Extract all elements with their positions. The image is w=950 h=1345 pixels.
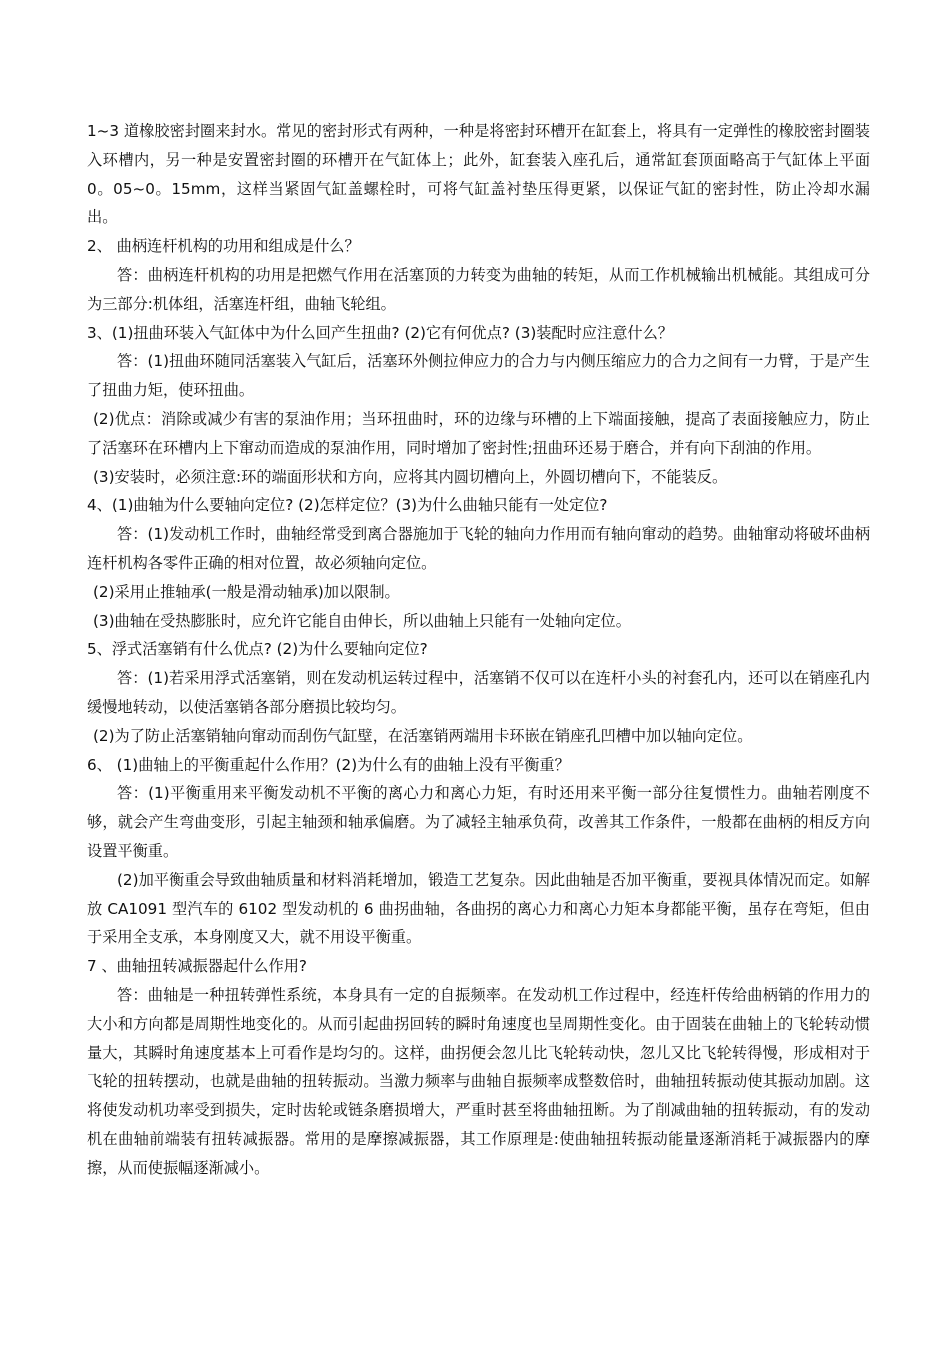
- question-2: 2、 曲柄连杆机构的功用和组成是什么？: [87, 237, 360, 256]
- answer-3-part-1: 答：(1)扭曲环随同活塞装入气缸后，活塞环外侧拉伸应力的合力与内侧压缩应力的合力之间有一力臂，于是产生了扭曲力矩，使环扭曲。: [87, 352, 870, 400]
- answer-4-part-3: (3)曲轴在受热膨胀时，应允许它能自由伸长，所以曲轴上只能有一处轴向定位。: [93, 611, 631, 630]
- answer-5-part-2: (2)为了防止活塞销轴向窜动而刮伤气缸壁，在活塞销两端用卡环嵌在销座孔凹槽中加以轴向定位。: [93, 726, 753, 745]
- answer-2: 答：曲柄连杆机构的功用是把燃气作用在活塞顶的力转变为曲轴的转矩，从而工作机械输出机械能。其组成可分为三部分:机体组，活塞连杆组，曲轴飞轮组。: [87, 265, 870, 313]
- answer-3-part-2: (2)优点：消除或减少有害的泵油作用；当环扭曲时，环的边缘与环槽的上下端面接触，提高了表面接触应力，防止了活塞环在环槽内上下窜动而造成的泵油作用，同时增加了密封性;扭曲环还易于磨合，并有向下刮油的作用。: [87, 409, 870, 457]
- answer-4-part-1: 答：(1)发动机工作时，曲轴经常受到离合器施加于飞轮的轴向力作用而有轴向窜动的趋势。曲轴窜动将破坏曲柄连杆机构各零件正确的相对位置，故必须轴向定位。: [87, 525, 870, 572]
- answer-6-part-2: (2)加平衡重会导致曲轴质量和材料消耗增加，锻造工艺复杂。因此曲轴是否加平衡重，要视具体情况而定。如解放 CA1091 型汽车的 6102 型发动机的 6 曲拐曲轴，各曲拐的离心力和离心力矩本身都能平衡，虽存在弯矩，但由于采用全支承，本身刚度又大，就不用设平衡重。: [87, 870, 870, 947]
- answer-7: 答：曲轴是一种扭转弹性系统，本身具有一定的自振频率。在发动机工作过程中，经连杆传给曲柄销的作用力的大小和方向都是周期性地变化的。从而引起曲拐回转的瞬时角速度也呈周期性变化。由于固装在曲轴上的飞轮转动惯量大，其瞬时角速度基本上可看作是均匀的。这样，曲拐便会忽儿比飞轮转动快，忽儿又比飞轮转得慢，形成相对于飞轮的扭转摆动，也就是曲轴的扭转振动。当激力频率与曲轴自振频率成整数倍时，曲轴扭转振动使其振动加剧。这将使发动机功率受到损失，定时齿轮或链条磨损增大，严重时甚至将曲轴扭断。为了削减曲轴的扭转振动，有的发动机在曲轴前端装有扭转减振器。常用的是摩擦减振器，其工作原理是:使曲轴扭转振动能量逐渐消耗于减振器内的摩擦，从而使振幅逐渐减小。: [87, 985, 870, 1177]
- answer-6-part-1: 答：(1)平衡重用来平衡发动机不平衡的离心力和离心力矩，有时还用来平衡一部分往复惯性力。曲轴若刚度不够，就会产生弯曲变形，引起主轴颈和轴承偏磨。为了减轻主轴承负荷，改善其工作条件，一般都在曲柄的相反方向设置平衡重。: [87, 784, 870, 860]
- question-3: 3、(1)扭曲环装入气缸体中为什么回产生扭曲? (2)它有何优点? (3)装配时应注意什么？: [87, 323, 673, 342]
- question-6: 6、 (1)曲轴上的平衡重起什么作用？(2)为什么有的曲轴上没有平衡重？: [87, 755, 570, 774]
- question-4: 4、(1)曲轴为什么要轴向定位? (2)怎样定位？(3)为什么曲轴只能有一处定位?: [87, 496, 608, 515]
- answer-3-part-3: (3)安装时，必须注意:环的端面形状和方向，应将其内圆切槽向上，外圆切槽向下，不能装反。: [93, 467, 728, 486]
- answer-5-part-1: 答：(1)若采用浮式活塞销，则在发动机运转过程中，活塞销不仅可以在连杆小头的衬套孔内，还可以在销座孔内缓慢地转动，以使活塞销各部分磨损比较均匀。: [87, 669, 870, 716]
- question-5: 5、浮式活塞销有什么优点? (2)为什么要轴向定位?: [87, 640, 428, 659]
- question-7: 7 、曲轴扭转减振器起什么作用?: [87, 957, 307, 976]
- answer-4-part-2: (2)采用止推轴承(一般是滑动轴承)加以限制。: [93, 582, 400, 601]
- paragraph-water-seal: 1~3 道橡胶密封圈来封水。常见的密封形式有两种，一种是将密封环槽开在缸套上，将具有一定弹性的橡胶密封圈装入环槽内，另一种是安置密封圈的环槽开在气缸体上；此外，缸套装入座孔后，通常缸套顶面略高于气缸体上平面 0。05~0。15mm，这样当紧固气缸盖螺栓时，可将气缸盖衬垫压得更紧，以保证气缸的密封性，防止冷却水漏出。: [87, 122, 870, 227]
